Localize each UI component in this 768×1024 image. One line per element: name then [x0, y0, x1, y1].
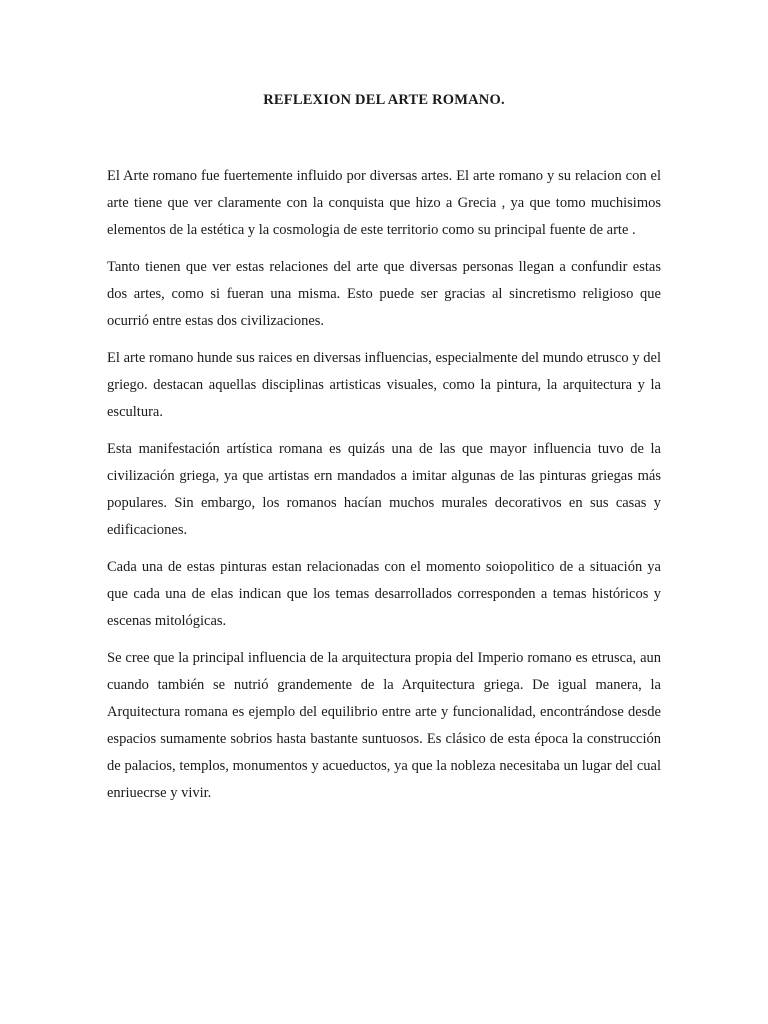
- document-title: REFLEXION DEL ARTE ROMANO.: [263, 92, 505, 108]
- document-body: [107, 163, 661, 817]
- paragraph-5: Cada una de estas pinturas estan relacionadas con el momento soiopolitico de a situación ya que cada una de elas indican que los temas desarrollados corresponden a temas históricos y escenas mitológicas.: [107, 559, 661, 629]
- paragraph-6: Se cree que la principal influencia de la arquitectura propia del Imperio romano es etrusca, aun cuando también se nutrió grandemente de la Arquitectura griega. De igual manera, la Arquitectura romana es ejemplo del equilibrio entre arte y funcionalidad, encontrándose desde espacios sumamente sobrios hasta bastante suntuosos. Es clásico de esta época la construcción de palacios, templos, monumentos y acueductos, ya que la nobleza necesitaba un lugar del cual enriuecrse y vivir.: [107, 650, 661, 801]
- paragraph-3: El arte romano hunde sus raices en diversas influencias, especialmente del mundo etrusco y del griego. destacan aquellas disciplinas artisticas visuales, como la pintura, la arquitectura y la escultura.: [107, 350, 661, 420]
- paragraph-4: Esta manifestación artística romana es quizás una de las que mayor influencia tuvo de la civilización griega, ya que artistas ern mandados a imitar algunas de las pinturas griegas más populares. Sin embargo, los romanos hacían muchos murales decorativos en sus casas y edificaciones.: [107, 441, 661, 538]
- paragraph-2: Tanto tienen que ver estas relaciones del arte que diversas personas llegan a confundir estas dos artes, como si fueran una misma. Esto puede ser gracias al sincretismo religioso que ocurrió entre estas dos civilizaciones.: [107, 259, 661, 329]
- paragraph-1: El Arte romano fue fuertemente influido por diversas artes. El arte romano y su relacion con el arte tiene que ver claramente con la conquista que hizo a Grecia , ya que tomo muchisimos elementos de la estética y la cosmologia de este territorio como su principal fuente de arte .: [107, 168, 661, 238]
